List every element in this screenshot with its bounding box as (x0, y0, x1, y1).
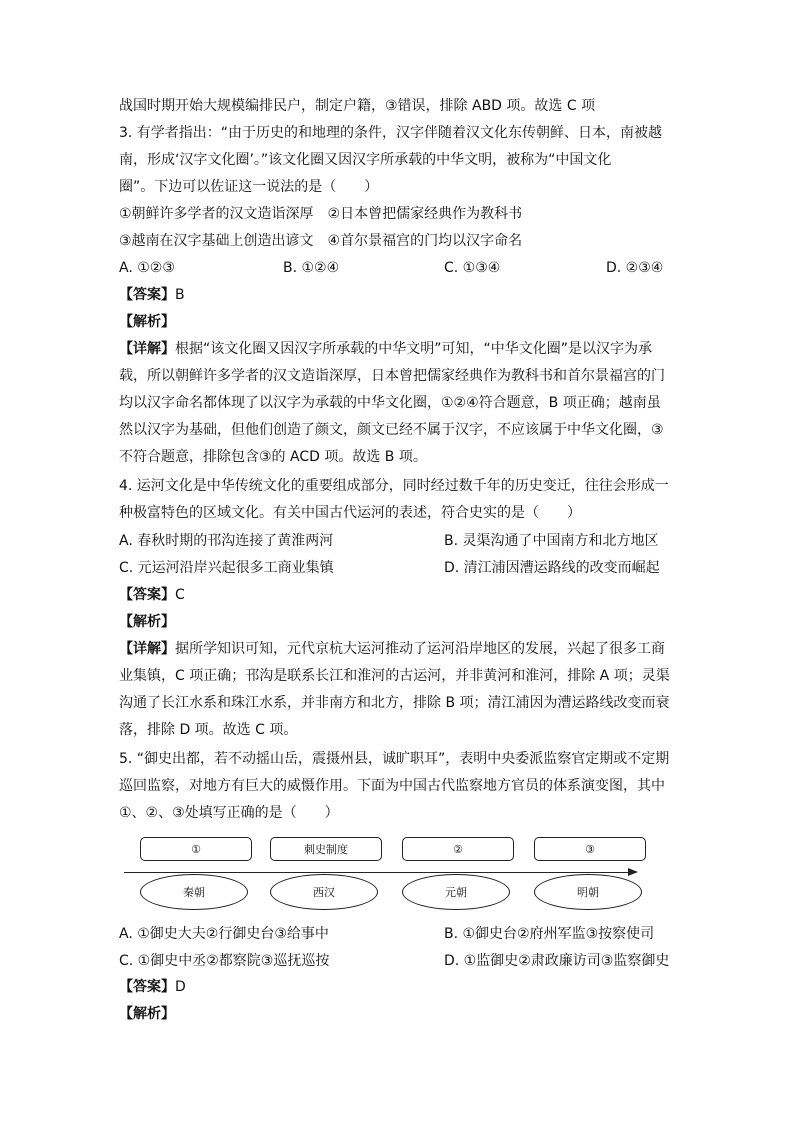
q3-option-a: A. ①②③ (119, 260, 175, 276)
q4-answer (119, 585, 185, 605)
q4-detail-line (119, 639, 665, 659)
q5-stem-line: 5. “御史出都，若不动摇山岳，震摄州县，诚旷职耳”，表明中央委派监察官定期或不定期 (119, 751, 670, 767)
supervision-evolution-diagram (118, 832, 648, 912)
diagram-box-4: ③ (534, 837, 646, 861)
q4-option-d: D. 清江浦因漕运路线的改变而崛起 (444, 560, 660, 576)
q3-detail-line (119, 339, 652, 359)
q4-option-b: B. 灵渠沟通了中国南方和北方地区 (444, 533, 659, 549)
answer-value: D (175, 979, 186, 995)
q4-detail-line: 业集镇，C 项正确；邗沟是联系长江和淮河的古运河，并非黄河和淮河，排除 A 项；灵渠 (119, 668, 670, 684)
arrow-head-icon (628, 868, 638, 876)
q4-detail-line: 沟通了长江水系和珠江水系，并非南方和北方，排除 B 项；清江浦因为漕运路线改变而衰 (119, 695, 670, 711)
detail-text: 根据“该文化圈又因汉字所承载的中华文明”可知，“中华文化圈”是以汉字为承 (175, 341, 653, 357)
diagram-ellipse-3: 元朝 (402, 874, 510, 910)
q3-stem-line: 3. 有学者指出：“由于历史的和地理的条件，汉字伴随着汉文化东传朝鲜、日本，南被越 (119, 125, 663, 141)
q3-stem-line: 南，形成‘汉字文化圈’。”该文化圈又因汉字所承载的中华文明，被称为“中国文化 (119, 152, 612, 168)
q3-item-line: ③越南在汉字基础上创造出谚文 ④首尔景福宫的门均以汉字命名 (119, 233, 523, 249)
q5-analysis-label: 【解析】 (119, 1006, 175, 1022)
diagram-ellipse-2: 西汉 (270, 874, 378, 910)
q3-option-b: B. ①②④ (283, 260, 340, 276)
q3-analysis-label: 【解析】 (119, 314, 175, 330)
detail-label: 【详解】 (119, 641, 175, 657)
q3-detail-line: 载，所以朝鲜许多学者的汉文造诣深厚，日本曾把儒家经典作为教科书和首尔景福宫的门 (119, 368, 665, 384)
answer-label: 【答案】 (119, 979, 175, 995)
q3-answer (119, 285, 185, 305)
q3-detail-line: 然以汉字为基础，但他们创造了颜文，颜文已经不属于汉字，不应该属于中华文化圈，③ (119, 422, 664, 438)
q3-item-line: ①朝鲜许多学者的汉文造诣深厚 ②日本曾把儒家经典作为教科书 (119, 206, 523, 222)
timeline-arrow (124, 872, 630, 873)
answer-value: B (175, 287, 185, 303)
q4-stem-line: 4. 运河文化是中华传统文化的重要组成部分，同时经过数千年的历史变迁，往往会形成一 (119, 478, 669, 494)
q5-stem-line: ①、②、③处填写正确的是（ ） (119, 805, 339, 821)
q5-option-c: C. ①御史中丞②都察院③巡抚巡按 (119, 953, 330, 969)
q4-analysis-label: 【解析】 (119, 614, 175, 630)
diagram-ellipse-4: 明朝 (534, 874, 642, 910)
answer-label: 【答案】 (119, 287, 175, 303)
detail-text: 据所学知识可知，元代京杭大运河推动了运河沿岸地区的发展，兴起了很多工商 (175, 641, 665, 657)
q4-detail-line: 落，排除 D 项。故选 C 项。 (119, 722, 298, 738)
diagram-ellipse-1: 秦朝 (140, 874, 248, 910)
q5-option-a: A. ①御史大夫②行御史台③给事中 (119, 926, 329, 942)
q3-option-c: C. ①③④ (444, 260, 501, 276)
answer-value: C (175, 587, 185, 603)
q3-option-d: D. ②③④ (606, 260, 664, 276)
q4-option-c: C. 元运河沿岸兴起很多工商业集镇 (119, 560, 334, 576)
q4-stem-line: 种极富特色的区域文化。有关中国古代运河的表述，符合史实的是（ ） (119, 505, 581, 521)
q4-option-a: A. 春秋时期的邗沟连接了黄淮两河 (119, 533, 334, 549)
q5-option-b: B. ①御史台②府州军监③按察使司 (444, 926, 655, 942)
q2-analysis-tail: 战国时期开始大规模编排民户，制定户籍，③错误，排除 ABD 项。故选 C 项 (119, 98, 596, 114)
q3-detail-line: 均以汉字命名都体现了以汉字为承载的中华文化圈，①②④符合题意，B 项正确；越南虽 (119, 395, 661, 411)
detail-label: 【详解】 (119, 341, 175, 357)
q5-stem-line: 巡回监察，对地方有巨大的威慑作用。下面为中国古代监察地方官员的体系演变图，其中 (119, 778, 665, 794)
diagram-box-1: ① (140, 837, 252, 861)
diagram-box-2: 刺史制度 (270, 837, 382, 861)
q3-stem-line: 圈”。下边可以佐证这一说法的是（ ） (119, 179, 379, 195)
q5-answer (119, 977, 186, 997)
q3-detail-line: 不符合题意，排除包含③的 ACD 项。故选 B 项。 (119, 449, 427, 465)
answer-label: 【答案】 (119, 587, 175, 603)
diagram-box-3: ② (402, 837, 514, 861)
q5-option-d: D. ①监御史②肃政廉访司③监察御史 (444, 953, 670, 969)
